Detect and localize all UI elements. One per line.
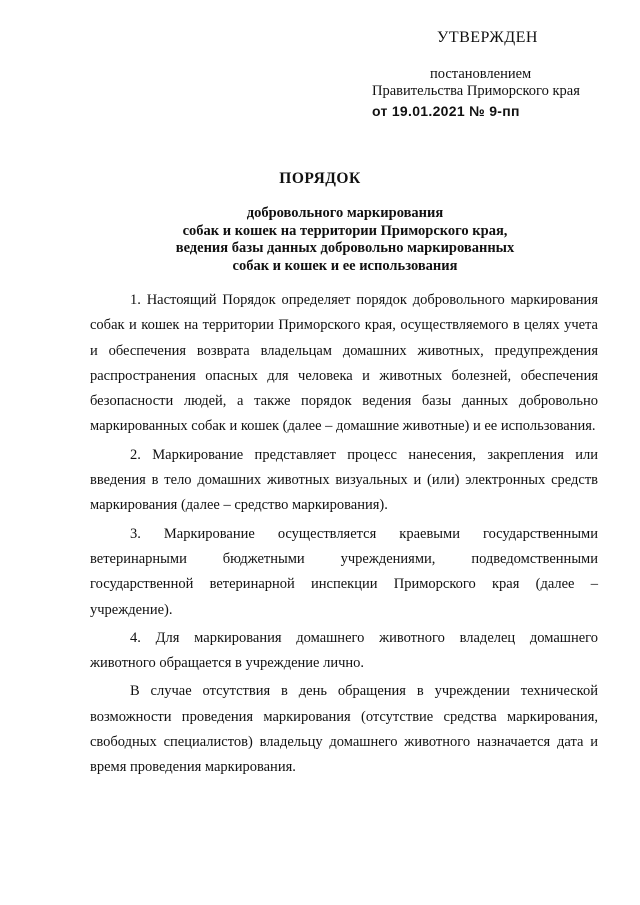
document-subtitle	[60, 205, 630, 275]
paragraph-3: 3. Маркирование осуществляется краевыми государственными ветеринарными бюджетными учреждениями, подведомственными государственной ветеринарной инспекции Приморского края (далее – учреждение).	[90, 525, 598, 618]
approval-line-government: Правительства Приморского края	[372, 83, 580, 99]
paragraph-4-continued: В случае отсутствия в день обращения в учреждении технической возможности проведения маркирования (отсутствие средства маркирования, свободных специалистов) владельцу домашнего животного назначается дата и время проведения маркирования.	[90, 683, 598, 776]
paragraph-2: 2. Маркирование представляет процесс нанесения, закрепления или введения в тело домашних животных визуальных и (или) электронных средств маркирования (далее – средство маркирования).	[90, 446, 598, 514]
paragraph-4: 4. Для маркирования домашнего животного владелец домашнего животного обращается в учреждение лично.	[90, 629, 598, 672]
approval-line-resolution: постановлением	[430, 66, 532, 82]
approval-line-date-number: от 19.01.2021 № 9-пп	[372, 103, 520, 119]
document-body	[90, 288, 598, 781]
subtitle-line: собак и кошек на территории Приморского края,	[182, 222, 508, 239]
paragraph-1: 1. Настоящий Порядок определяет порядок добровольного маркирования собак и кошек на территории Приморского края, осуществляемого в целях учета и обеспечения возврата владельцам домашних животных, предупреждения распространения опасных для человека и животных болезней, обеспечения безопасности людей, а также порядок ведения базы данных добровольно маркированных собак и кошек (далее – домашние животные) и ее использования.	[90, 292, 598, 435]
document-title: ПОРЯДОК	[279, 170, 361, 187]
subtitle-line: ведения базы данных добровольно маркированных	[175, 240, 515, 256]
subtitle-line: добровольного маркирования	[246, 205, 444, 221]
subtitle-line: собак и кошек и ее использования	[232, 257, 458, 274]
approval-title: УТВЕРЖДЕН	[437, 29, 538, 46]
